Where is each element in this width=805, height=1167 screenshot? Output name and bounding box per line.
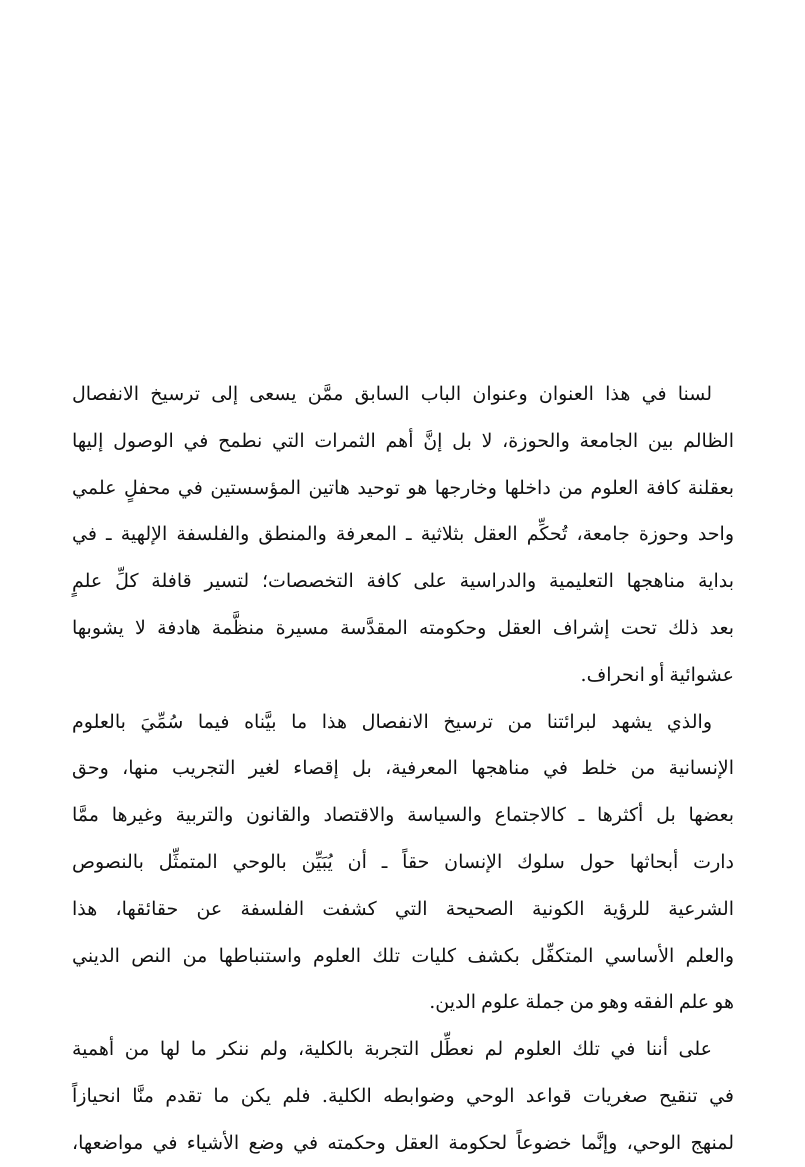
text-line: في تنقيح صغريات قواعد الوحي وضوابطه الكلية. فلم يكن ما تقدم منَّا انحيازاً xyxy=(72,1084,734,1107)
text-line: الظالم بين الجامعة والحوزة، لا بل إنَّ أهم الثمرات التي نطمح في الوصول إليها xyxy=(72,429,734,452)
text-line: على أننا في تلك العلوم لم نعطِّل التجربة بالكلية، ولم ننكر ما لها من أهمية xyxy=(72,1038,712,1061)
text-line: الإنسانية من خلط في مناهجها المعرفية، بل إقصاء لغير التجريب منها، وحق xyxy=(72,757,734,780)
text-line: بداية مناهجها التعليمية والدراسية على كافة التخصصات؛ لتسير قافلة كلِّ علمٍ xyxy=(72,570,734,593)
text-line: بعد ذلك تحت إشراف العقل وحكومته المقدَّسة مسيرة منظَّمة هادفة لا يشوبها xyxy=(72,616,734,639)
text-line: الشرعية للرؤية الكونية الصحيحة التي كشفت الفلسفة عن حقائقها، هذا xyxy=(72,897,734,920)
body-text xyxy=(72,371,734,1167)
text-line: هو علم الفقه وهو من جملة علوم الدين. xyxy=(429,991,734,1014)
text-line: والذي يشهد لبرائتنا من ترسيخ الانفصال هذا ما بيَّناه فيما سُمِّيَ بالعلوم xyxy=(72,710,712,733)
text-line: عشوائية أو انحراف. xyxy=(580,663,734,686)
text-line: دارت أبحاثها حول سلوك الإنسان حقاً ـ أن يُبَيِّن بالوحي المتمثِّل بالنصوص xyxy=(72,850,734,873)
text-line: واحد وحوزة جامعة، تُحكِّم العقل بثلاثية ـ المعرفة والمنطق والفلسفة الإلهية ـ في xyxy=(72,523,734,546)
text-line: لسنا في هذا العنوان وعنوان الباب السابق ممَّن يسعى إلى ترسيخ الانفصال xyxy=(72,383,712,405)
text-line: لمنهج الوحي، وإنَّما خضوعاً لحكومة العقل وحكمته في وضع الأشياء في مواضعها، xyxy=(72,1131,734,1154)
text-line: بعقلنة كافة العلوم من داخلها وخارجها هو توحيد هاتين المؤسستين في محفلٍ علمي xyxy=(72,476,734,499)
text-line: والعلم الأساسي المتكفِّل بكشف كليات تلك العلوم واستنباطها من النص الديني xyxy=(72,944,734,967)
text-line: بعضها بل أكثرها ـ كالاجتماع والسياسة والاقتصاد والقانون والتربية وغيرها ممَّا xyxy=(72,804,734,827)
